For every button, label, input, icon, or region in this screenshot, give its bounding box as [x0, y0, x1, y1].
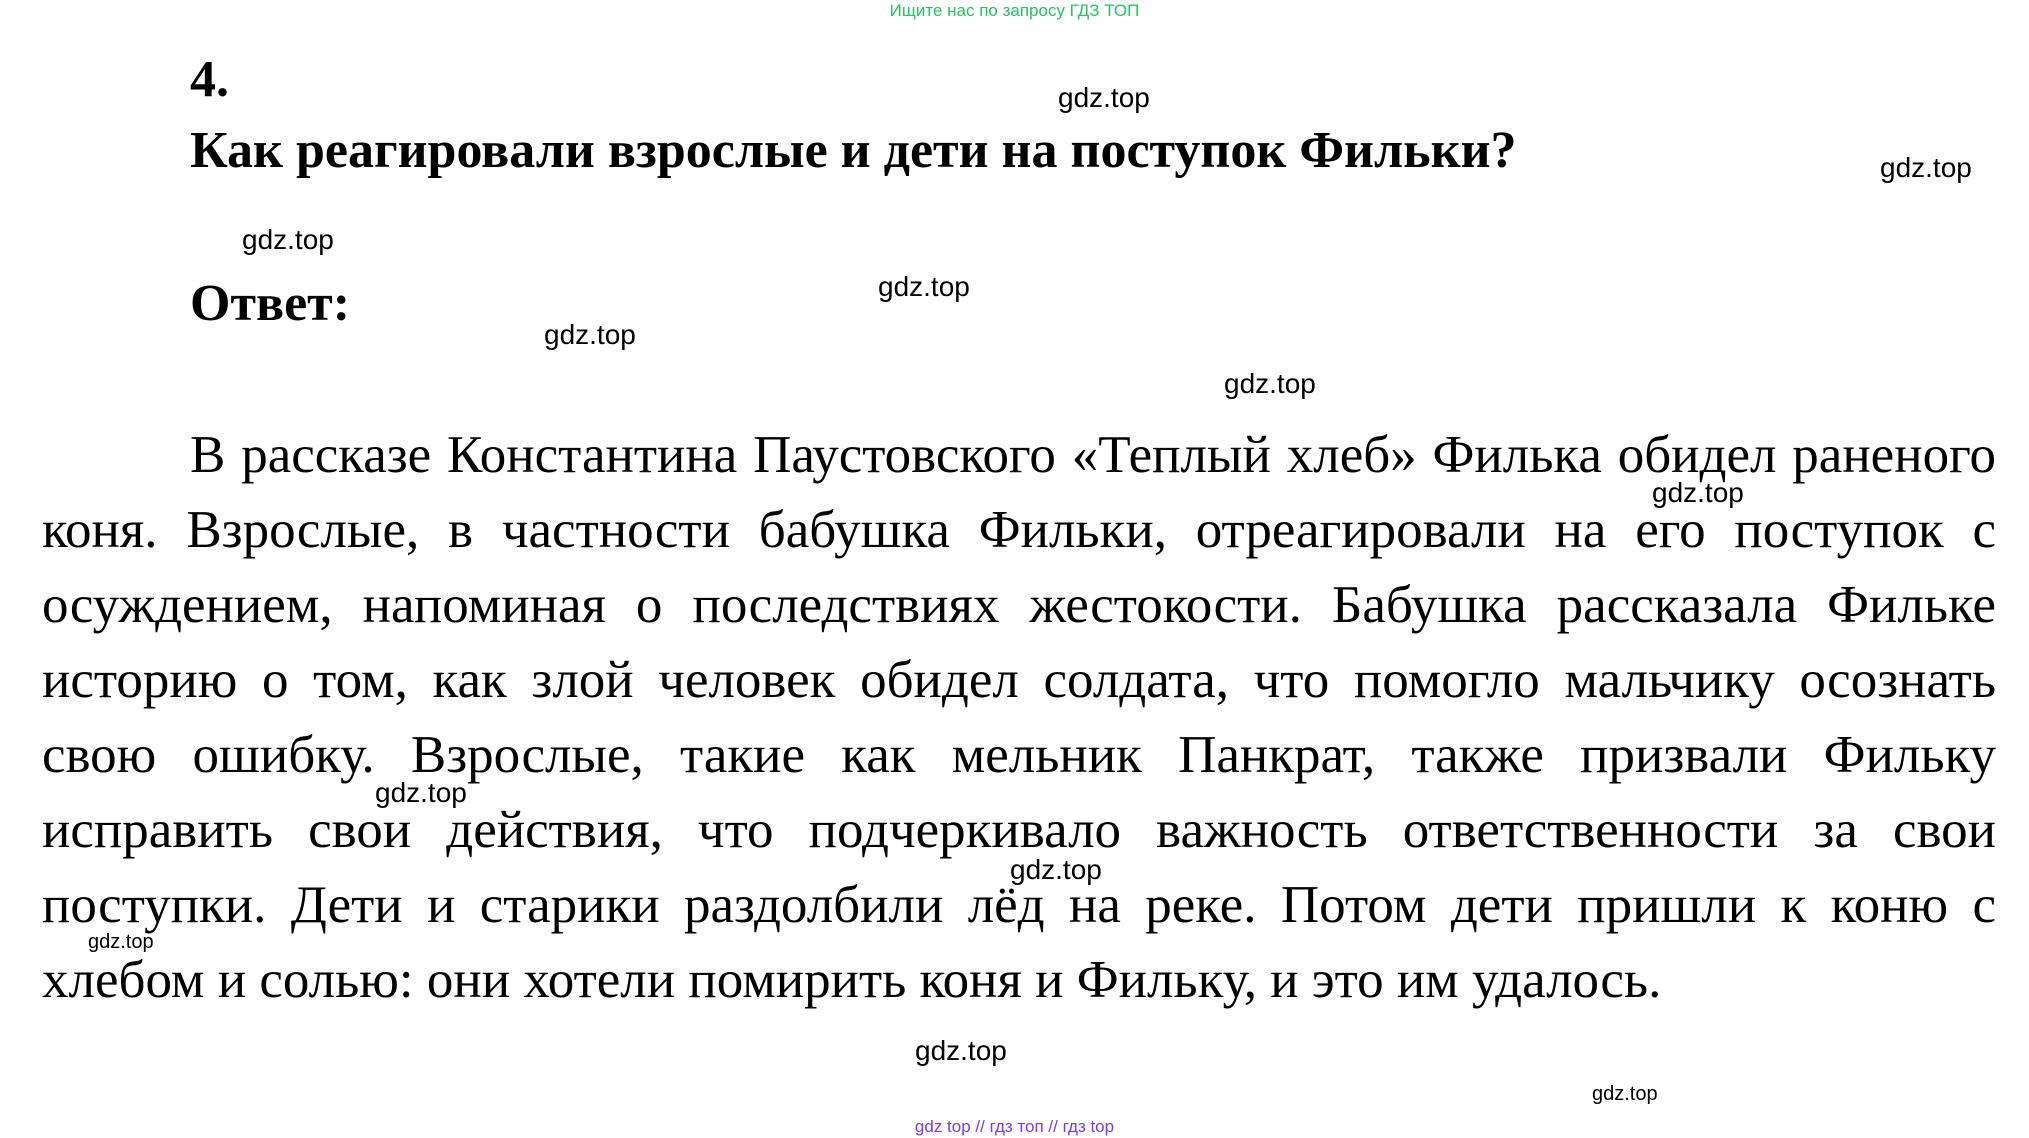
bottom-banner-links[interactable]: gdz top // гдз топ // гдз top: [914, 1117, 1115, 1136]
watermark: gdz.top: [375, 777, 467, 808]
watermark: gdz.top: [878, 271, 970, 302]
watermark: gdz.top: [88, 931, 154, 953]
watermark: gdz.top: [1592, 1083, 1658, 1105]
top-banner-link[interactable]: Ищите нас по запросу ГДЗ ТОП: [889, 1, 1140, 20]
watermark: gdz.top: [1652, 477, 1744, 508]
answer-text: В рассказе Константина Паустовского «Теплый хлеб» Филька обидел раненого коня. Взрослые, в частности бабушка Фильки, отреагировали на его поступок с осуждением, напоминая о последствиях жестокости. Бабушка рассказала Фильке историю о том, как злой человек обидел солдата, что помогло мальчику осознать свою ошибку. Взрослые, такие как мельник Панкрат, также призвали Фильку исправить свои действия, что подчеркивало важность ответственности за свои поступки. Дети и старики раздолбили лёд на реке. Потом дети пришли к коню с хлебом и солью: они хотели помирить коня и Фильку, и это им удалось.: [42, 426, 1996, 1009]
watermark: gdz.top: [1058, 82, 1150, 113]
watermark: gdz.top: [544, 319, 636, 350]
watermark: gdz.top: [915, 1035, 1007, 1066]
answer-label: Ответ:: [190, 275, 351, 332]
task-question: Как реагировали взрослые и дети на поступок Фильки?: [190, 122, 1517, 179]
watermark: gdz.top: [242, 224, 334, 255]
task-number: 4.: [190, 51, 229, 108]
watermark: gdz.top: [1880, 152, 1972, 183]
watermark: gdz.top: [1010, 854, 1102, 885]
watermark: gdz.top: [1224, 368, 1316, 399]
